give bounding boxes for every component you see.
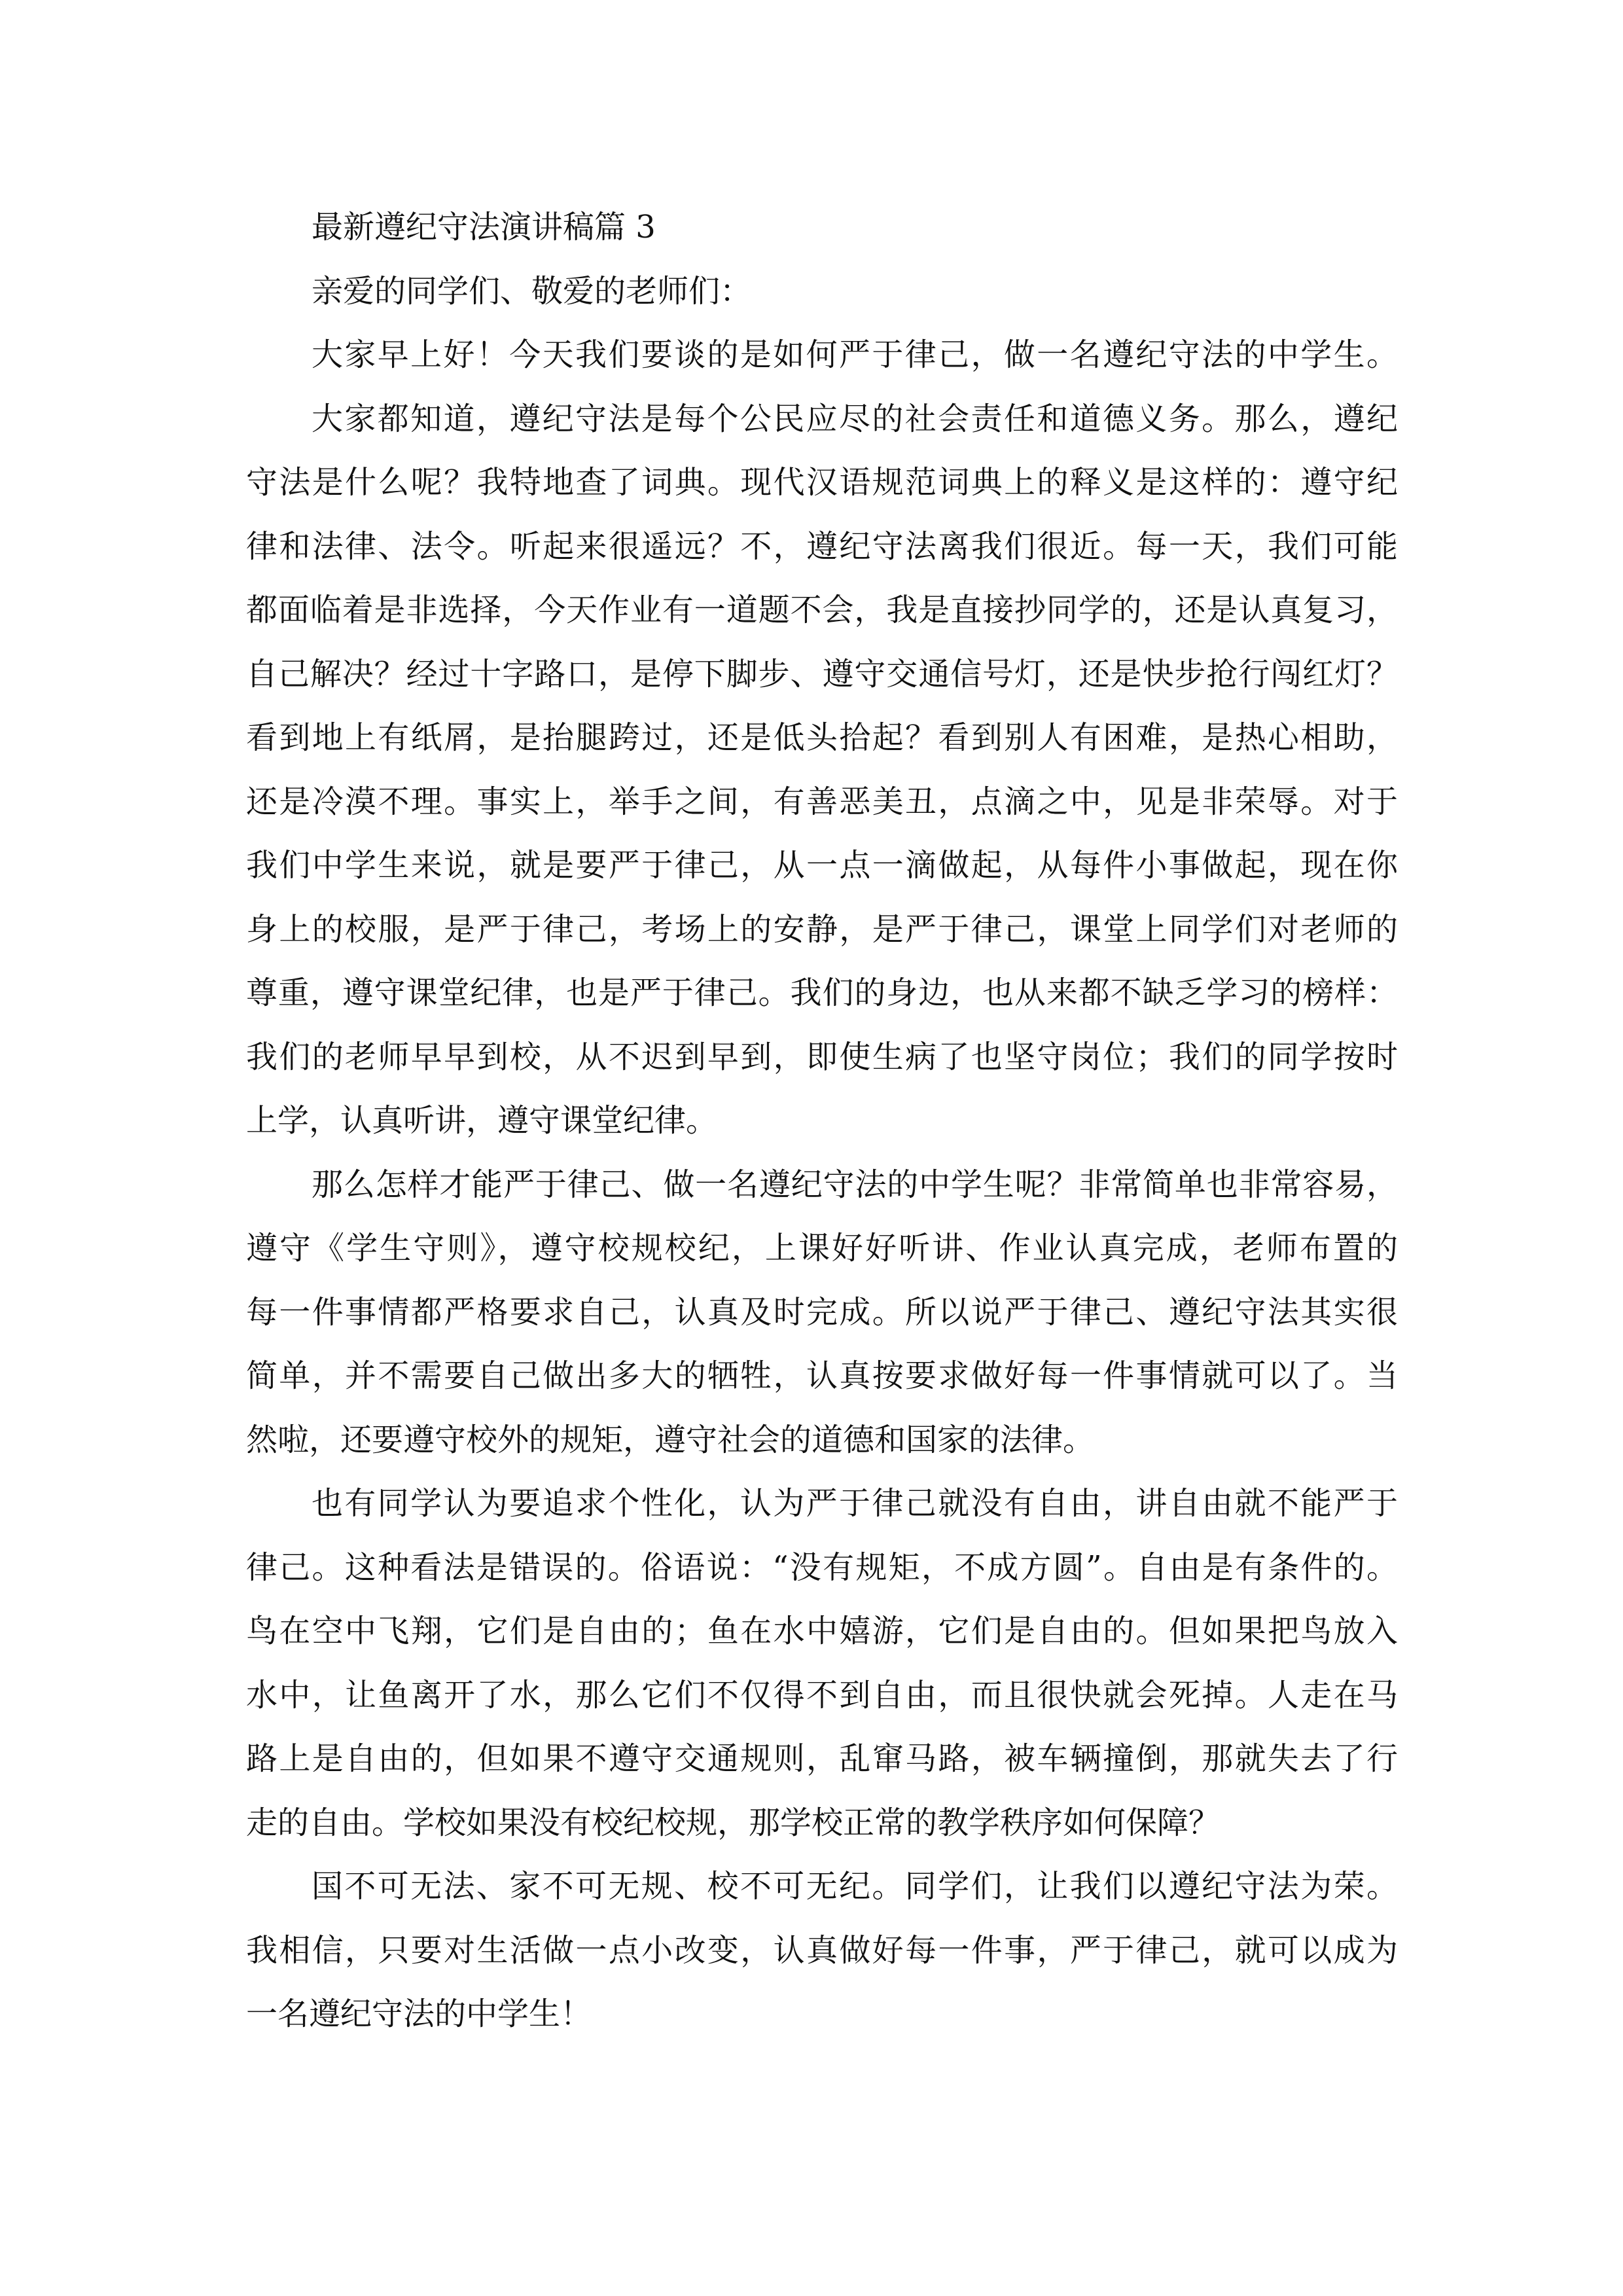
paragraph-line: 走的自由。学校如果没有校纪校规，那学校正常的教学秩序如何保障？ <box>246 1804 1221 1841</box>
paragraph-line: 一名遵纪守法的中学生！ <box>246 1996 592 2032</box>
paragraph-line: 每一件事情都严格要求自己，认真及时完成。所以说严于律己、遵纪守法其实很 <box>246 1293 1398 1331</box>
paragraph-line: 身上的校服，是严于律己，考场上的安静，是严于律己，课堂上同学们对老师的 <box>246 910 1398 948</box>
paragraph-line: 国不可无法、家不可无规、校不可无纪。同学们，让我们以遵纪守法为荣。 <box>312 1868 1398 1905</box>
document-title: 最新遵纪守法演讲稿篇 3 <box>312 209 656 245</box>
paragraph-closing <box>246 1855 1398 2047</box>
paragraph-opening <box>246 323 1398 387</box>
paragraph-line: 律己。这种看法是错误的。俗语说：“没有规矩，不成方圆”。自由是有条件的。 <box>246 1549 1398 1586</box>
greeting: 亲爱的同学们、敬爱的老师们： <box>312 272 752 310</box>
paragraph-line: 还是冷漠不理。事实上，举手之间，有善恶美丑，点滴之中，见是非荣辱。对于 <box>246 783 1398 820</box>
paragraph-line: 鸟在空中飞翔，它们是自由的；鱼在水中嬉游，它们是自由的。但如果把鸟放入 <box>246 1613 1398 1649</box>
paragraph-line: 也有同学认为要追求个性化，认为严于律己就没有自由，讲自由就不能严于 <box>312 1485 1398 1522</box>
paragraph-line: 自己解决？经过十字路口，是停下脚步、遵守交通信号灯，还是快步抢行闯红灯？ <box>246 655 1398 692</box>
paragraph-line: 上学，认真听讲，遵守课堂纪律。 <box>246 1102 718 1139</box>
paragraph-line: 遵守《学生守则》，遵守校规校纪，上课好好听讲、作业认真完成，老师布置的 <box>246 1230 1398 1266</box>
paragraph-line: 都面临着是非选择，今天作业有一道题不会，我是直接抄同学的，还是认真复习， <box>246 592 1398 628</box>
paragraph-line: 水中，让鱼离开了水，那么它们不仅得不到自由，而且很快就会死掉。人走在马 <box>246 1676 1398 1713</box>
paragraph-line: 律和法律、法令。听起来很遥远？不，遵纪守法离我们很近。每一天，我们可能 <box>246 528 1398 565</box>
paragraph-line: 看到地上有纸屑，是抬腿跨过，还是低头拾起？看到别人有困难，是热心相助， <box>246 719 1398 756</box>
paragraph-line: 那么怎样才能严于律己、做一名遵纪守法的中学生呢？非常简单也非常容易， <box>312 1166 1398 1203</box>
paragraph-freedom <box>246 1472 1398 1855</box>
paragraph-line: 守法是什么呢？我特地查了词典。现代汉语规范词典上的释义是这样的：遵守纪 <box>246 464 1398 501</box>
paragraph-line: 路上是自由的，但如果不遵守交通规则，乱窜马路，被车辆撞倒，那就失去了行 <box>246 1740 1398 1777</box>
paragraph-how-to <box>246 1153 1398 1473</box>
paragraph-line: 尊重，遵守课堂纪律，也是严于律己。我们的身边，也从来都不缺乏学习的榜样： <box>246 975 1398 1011</box>
paragraph-line: 我们中学生来说，就是要严于律己，从一点一滴做起，从每件小事做起，现在你 <box>246 847 1398 884</box>
document-body <box>246 196 1398 2047</box>
paragraph-line: 简单，并不需要自己做出多大的牺牲，认真按要求做好每一件事情就可以了。当 <box>246 1357 1398 1394</box>
paragraph-line: 大家早上好！今天我们要谈的是如何严于律己，做一名遵纪守法的中学生。 <box>312 336 1398 373</box>
paragraph-line: 我们的老师早早到校，从不迟到早到，即使生病了也坚守岗位；我们的同学按时 <box>246 1038 1398 1075</box>
paragraph-line: 大家都知道，遵纪守法是每个公民应尽的社会责任和道德义务。那么，遵纪 <box>312 400 1398 437</box>
paragraph-meaning <box>246 387 1398 1153</box>
paragraph-line: 然啦，还要遵守校外的规矩，遵守社会的道德和国家的法律。 <box>246 1421 1095 1458</box>
paragraph-line: 我相信，只要对生活做一点小改变，认真做好每一件事，严于律己，就可以成为 <box>246 1931 1398 1969</box>
